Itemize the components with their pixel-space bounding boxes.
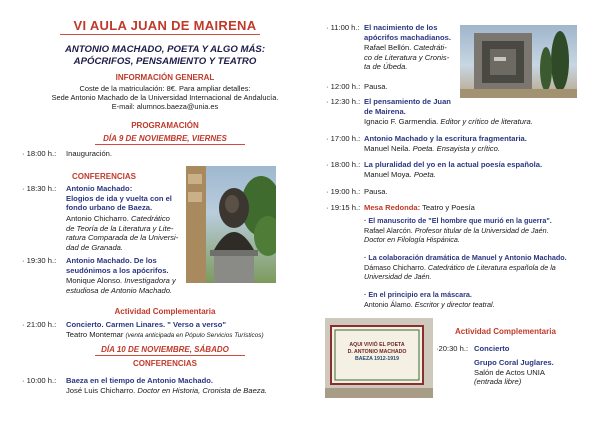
event-performer: Grupo Coral Juglares. xyxy=(474,358,554,367)
mesa-label: Mesa Redonda: xyxy=(364,203,421,212)
event-time: · 18:00 h.: xyxy=(22,149,57,158)
event-speaker xyxy=(66,386,311,396)
bust-illustration xyxy=(186,166,276,283)
event-title-line: El pensamiento de Juan xyxy=(364,97,451,106)
event-title-line: seudónimos a los apócrifos. xyxy=(66,265,169,275)
mesa-item-title: · En el principio era la máscara. xyxy=(364,290,472,299)
info-block xyxy=(15,84,315,111)
event-time: · 21:00 h.: xyxy=(22,320,57,329)
event-speaker xyxy=(364,117,594,127)
speaker-role: Catedrático xyxy=(131,214,170,223)
programacion-heading: PROGRAMACIÓN xyxy=(131,121,199,130)
mesa-title xyxy=(364,203,594,213)
actividad-heading-1: Actividad Complementaria xyxy=(114,307,216,316)
event-title xyxy=(66,256,196,275)
event-text: Pausa. xyxy=(364,82,388,91)
event-time: · 10:00 h.: xyxy=(22,376,57,385)
event-venue: Salón de Actos UNIA xyxy=(474,367,545,377)
speaker-role: ta de Úbeda. xyxy=(364,62,408,72)
speaker-name: Rafael Alarcón. xyxy=(364,225,413,235)
event-time: · 19:00 h.: xyxy=(326,187,361,196)
speaker-role: Escritor y director teatral. xyxy=(414,299,495,309)
monument-photo xyxy=(460,25,577,98)
event-text: Pausa. xyxy=(364,187,388,196)
speaker-role: Investigadora y xyxy=(124,276,176,285)
machado-bust-photo xyxy=(186,166,276,283)
event-title-line: de Mairena. xyxy=(364,106,406,116)
tile-line: BAEZA 1912-1919 xyxy=(355,356,399,362)
event-title: Concierto. Carmen Linares. " Verso a verso" xyxy=(66,320,226,329)
speaker-name: Monique Alonso. xyxy=(66,276,123,285)
event-title-line: Antonio Machado: xyxy=(66,184,133,193)
speaker-name: Antonio Chicharro. xyxy=(66,214,129,223)
speaker-role: dad de Granada. xyxy=(66,242,123,252)
venue-note: (venta anticipada en Pópulo Servicios Turísticos) xyxy=(125,332,264,339)
monument-illustration xyxy=(460,25,577,98)
speaker-name: Rafael Bellón. xyxy=(364,43,412,52)
event-time: · 19:30 h.: xyxy=(22,256,57,265)
speaker-role: estudiosa de Antonio Machado. xyxy=(66,285,173,295)
subtitle-line-2: APÓCRIFOS, PENSAMIENTO Y TEATRO xyxy=(73,55,257,67)
event-time: · 11:00 h.: xyxy=(326,23,360,32)
speaker-role: Catedrático de Literatura española de la xyxy=(427,262,556,272)
event-speaker xyxy=(364,144,594,154)
mesa-item-title: · El manuscrito de "El hombre que murió en la guerra". xyxy=(364,216,552,225)
speaker-name: Manuel Neila. xyxy=(364,144,411,153)
speaker-role: Profesor titular de la Universidad de Jaén. xyxy=(414,225,549,235)
event-title xyxy=(364,23,464,42)
mesa-item-mascara xyxy=(364,290,594,309)
actividad-heading-2: Actividad Complementaria xyxy=(455,327,556,336)
conferencias-heading-2: CONFERENCIAS xyxy=(132,359,197,368)
event-title-line: apócrifos machadianos. xyxy=(364,32,451,42)
day-2-heading: DÍA 10 DE NOVIEMBRE, SÁBADO xyxy=(101,345,229,354)
mesa-item-title: · La colaboración dramática de Manuel y Antonio Machado. xyxy=(364,253,567,262)
speaker-role: Universidad de Jaén. xyxy=(364,272,432,282)
tile-line: AQUI VIVIÓ EL POETA xyxy=(349,342,405,348)
mesa-item-colaboracion xyxy=(364,253,594,282)
page-title: VI AULA JUAN DE MAIRENA xyxy=(73,18,257,33)
event-time: · 18:00 h.: xyxy=(326,160,361,169)
speaker-role: ratura Comparada de la Universi- xyxy=(66,233,179,243)
event-time: · 18:30 h.: xyxy=(22,184,57,193)
speaker-role: Catedráti- xyxy=(413,43,447,52)
commemorative-tile-photo xyxy=(325,318,433,398)
day-1-underline xyxy=(95,144,245,145)
event-text: Inauguración. xyxy=(66,149,113,158)
mesa-topic: Teatro y Poesía xyxy=(422,203,475,212)
speaker-role: Poeta. Ensayista y crítico. xyxy=(412,144,500,153)
event-title-line: fondo urbano de Baeza. xyxy=(66,203,153,213)
title-underline xyxy=(60,34,260,35)
event-title-line: El nacimiento de los xyxy=(364,23,438,32)
subtitle xyxy=(20,44,310,67)
subtitle-line-1: ANTONIO MACHADO, POETA Y ALGO MÁS: xyxy=(64,44,266,55)
event-time: ·20:30 h.: xyxy=(436,344,469,353)
event-title-line: Elogios de ida y vuelta con el xyxy=(66,193,172,203)
speaker-role: Doctor en Filología Hispánica. xyxy=(364,235,460,245)
event-speaker xyxy=(66,276,216,295)
info-line-3: E-mail: alumnos.baeza@unia.es xyxy=(111,102,219,111)
event-time: · 17:00 h.: xyxy=(326,134,361,143)
speaker-role: Doctor en Historia, Cronista de Baeza. xyxy=(137,386,267,395)
conferencias-heading-1: CONFERENCIAS xyxy=(72,172,137,181)
event-venue xyxy=(66,330,311,341)
speaker-name: Manuel Moya. xyxy=(364,170,412,179)
event-note: (entrada libre) xyxy=(474,377,522,387)
tile-line: D. ANTONIO MACHADO xyxy=(347,349,407,355)
event-speaker xyxy=(364,170,594,180)
event-title: Baeza en el tiempo de Antonio Machado. xyxy=(66,376,213,385)
speaker-role: Editor y crítico de literatura. xyxy=(440,117,533,126)
event-details xyxy=(474,358,584,387)
speaker-name: Ignacio F. Garmendia. xyxy=(364,117,439,126)
speaker-name: José Luis Chicharro. xyxy=(66,386,136,395)
speaker-role: co de Literatura y Cronis- xyxy=(364,52,450,62)
info-heading: INFORMACIÓN GENERAL xyxy=(115,73,215,82)
event-title: La pluralidad del yo en la actual poesía española. xyxy=(364,160,543,169)
event-title: Antonio Machado y la escritura fragmentaria. xyxy=(364,134,527,143)
tile-text xyxy=(333,342,421,363)
event-title xyxy=(364,97,474,116)
event-title: Concierto xyxy=(474,344,510,353)
info-line-2: Sede Antonio Machado de la Universidad Internacional de Andalucía. xyxy=(51,93,279,102)
day-2-underline xyxy=(95,355,245,356)
speaker-name: Antonio Álamo. xyxy=(364,299,413,309)
day-1-heading: DÍA 9 DE NOVIEMBRE, VIERNES xyxy=(103,134,227,143)
event-time: · 12:30 h.: xyxy=(326,97,361,106)
event-time: · 12:00 h.: xyxy=(326,82,361,91)
mesa-item-manuscrito xyxy=(364,216,594,245)
speaker-role: de Teoría de la Literatura y Lite- xyxy=(66,223,174,233)
speaker-role: Poeta. xyxy=(413,170,436,179)
event-speaker xyxy=(364,43,464,72)
event-title-line: Antonio Machado. De los xyxy=(66,256,157,265)
info-line-1: Coste de la matriculación: 8€. Para ampliar detalles: xyxy=(79,84,251,93)
venue-name: Teatro Montemar xyxy=(66,330,124,339)
event-time: · 19:15 h.: xyxy=(326,203,361,212)
speaker-name: Dámaso Chicharro. xyxy=(364,262,426,272)
